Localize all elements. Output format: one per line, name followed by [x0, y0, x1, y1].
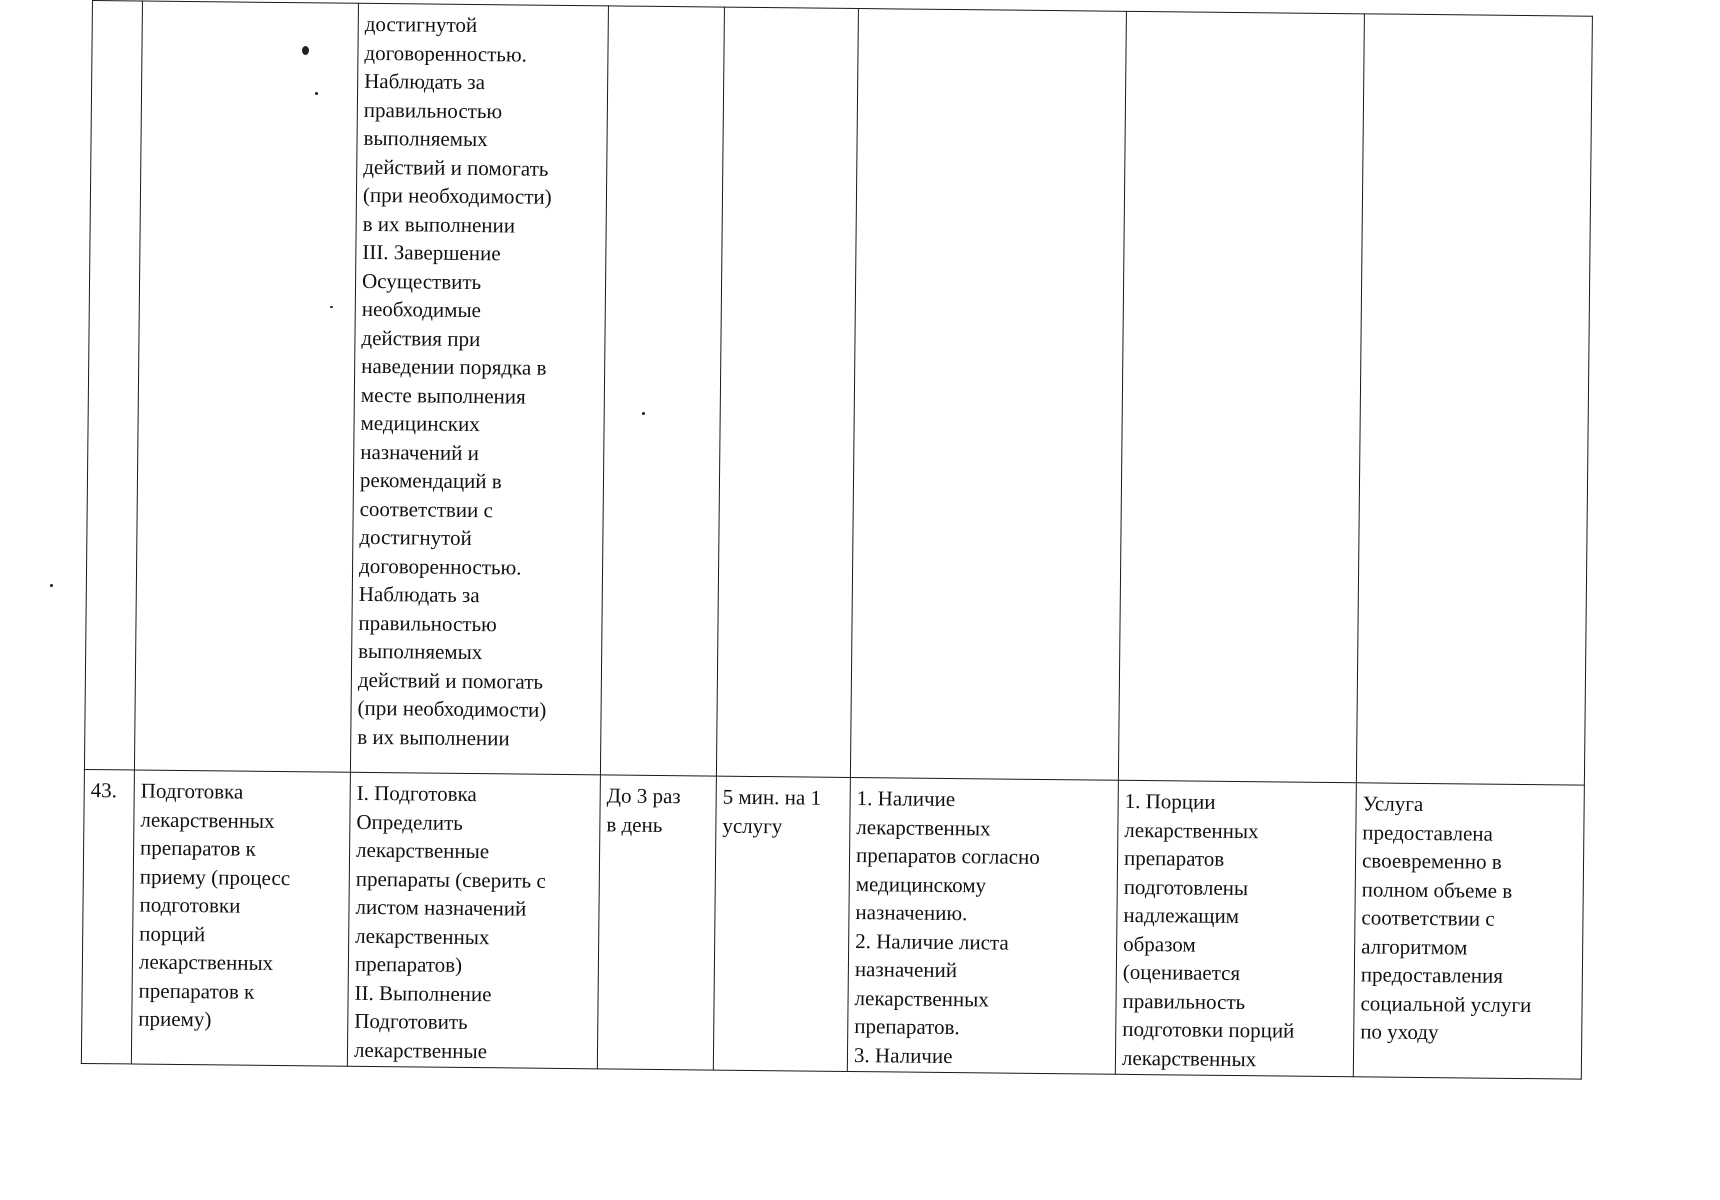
- frequency-text: До 3 раз в день: [606, 783, 681, 837]
- services-table: [81, 0, 1593, 1080]
- quality-text: 1. Порции лекарственных препаратов подготовлены надлежащим образом (оценивается правильность подготовки порций лекарственных: [1121, 788, 1295, 1071]
- table-row: [81, 769, 1584, 1079]
- procedure-text: достигнутой договоренностью. Наблюдать за правильностью выполняемых действий и помогать (при необходимости) в их выполнении III. Завершение Осуществить необходимые действия при наведении порядка в месте выполнения медицинских назначений и рекомендаций в соответствии с достигнутой договоренностью. Наблюдать за правильностью выполняемых действий и помогать (при необходимости) в их выполнении: [357, 11, 552, 750]
- quality-cell: [1118, 11, 1364, 782]
- row-number: 43.: [90, 778, 118, 803]
- procedure-cell: [347, 772, 600, 1069]
- time-cell: [716, 7, 858, 777]
- row-number-cell: [84, 1, 142, 770]
- result-cell: [1356, 14, 1592, 785]
- quality-cell: [1115, 780, 1356, 1076]
- service-name: Подготовка лекарственных препаратов к приему (процесс подготовки порций лекарственных препаратов к приему): [138, 778, 291, 1032]
- service-name-cell: [134, 1, 358, 772]
- result-cell: [1353, 783, 1584, 1079]
- frequency-cell: [597, 775, 716, 1070]
- conditions-text: 1. Наличие лекарственных препаратов согласно медицинскому назначению. 2. Наличие листа назначений лекарственных препаратов. 3. Наличие: [853, 786, 1040, 1068]
- time-cell: [713, 776, 850, 1071]
- service-name-cell: [131, 770, 350, 1066]
- conditions-cell: [850, 9, 1126, 781]
- row-number-cell: [81, 769, 134, 1064]
- frequency-cell: [600, 6, 724, 776]
- scan-speck: [50, 584, 53, 587]
- procedure-text: I. Подготовка Определить лекарственные препараты (сверить с листом назначений лекарственных препаратов) II. Выполнение Подготовить лекарственные: [353, 780, 546, 1063]
- result-text: Услуга предоставлена своевременно в полном объеме в соответствии с алгоритмом предоставления социальной услуги по уходу: [1360, 791, 1532, 1045]
- table-row: [84, 1, 1592, 786]
- scanned-page: [80, 0, 1631, 1116]
- conditions-cell: [847, 777, 1118, 1074]
- scan-speck: [302, 46, 309, 55]
- scan-speck: [330, 306, 333, 308]
- scan-speck: [315, 92, 318, 95]
- time-text: 5 мин. на 1 услугу: [722, 784, 822, 838]
- procedure-cell: [350, 3, 608, 775]
- scan-speck: [642, 412, 645, 415]
